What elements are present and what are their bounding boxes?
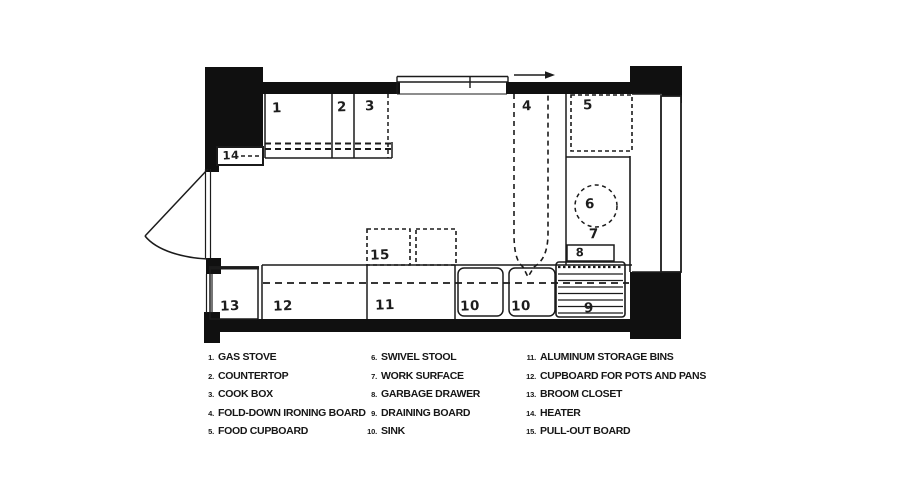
legend-item [522,425,697,444]
direction-arrow-icon [514,71,555,79]
door-swing [145,169,211,259]
plan-number-15: 15 [369,246,391,264]
plan-number-8: 8 [575,245,585,260]
legend-item [200,425,362,444]
legend-item [522,351,697,370]
wall-top-left-band [250,82,400,94]
legend-item-number: 11. [526,353,536,362]
legend-item-number: 1. [208,353,214,362]
legend-item-number: 6. [371,353,377,362]
wall-top-left-column [205,67,263,148]
legend-item-label: HEATER [540,406,581,419]
legend-item-label: GAS STOVE [218,351,277,363]
legend-item [363,388,521,407]
plan-number-10a: 10 [459,297,481,315]
legend-item-label: FOOD CUPBOARD [218,425,309,438]
wall-bottom-band [210,319,632,332]
legend-item-label: PULL-OUT BOARD [540,425,631,438]
plan-number-14: 14 [222,147,240,163]
legend-item [522,369,707,389]
plan-number-5: 5 [582,97,594,114]
plan-number-11: 11 [374,296,396,314]
legend-item-label: ALUMINUM STORAGE BINS [540,351,674,363]
plan-number-4: 4 [521,98,533,115]
legend-item-number: 8. [371,390,377,400]
wall-door-pier [206,258,221,274]
legend-item-label: COUNTERTOP [218,369,289,382]
legend-item-label: FOLD-DOWN IRONING BOARD [218,406,366,419]
legend [0,351,900,446]
legend-column-1 [200,351,366,444]
legend-item [522,407,697,426]
legend-item [363,407,521,426]
plan-number-13: 13 [219,297,241,315]
legend-item-label: WORK SURFACE [381,369,464,382]
swivel-stool-circle [575,185,617,227]
door-leaf-open [145,169,208,236]
plan-number-12: 12 [272,297,294,315]
legend-item [363,370,521,389]
plan-number-3: 3 [364,98,376,115]
legend-item-number: 14. [526,408,536,418]
legend-item-label: SWIVEL STOOL [381,351,457,363]
wall-bottom-right-block [630,272,681,339]
wall-top-right-band [506,82,632,94]
legend-item [200,388,362,407]
legend-item [200,351,362,370]
legend-item-number: 10. [367,427,377,437]
legend-column-3 [522,351,707,444]
legend-item [200,406,366,426]
legend-item-label: GARBAGE DRAWER [381,388,481,401]
legend-item-number: 9. [371,408,377,418]
garbage-drawer-box [567,245,614,261]
plan-number-9: 9 [583,300,595,317]
plan-number-2: 2 [336,99,348,116]
plan-number-7: 7 [588,226,600,243]
legend-item-number: 4. [208,408,214,418]
legend-item-label: DRAINING BOARD [381,406,471,419]
legend-item-number: 15. [526,427,536,437]
plan-number-6: 6 [584,196,596,213]
legend-item-number: 13. [526,390,536,400]
legend-column-2 [363,351,521,444]
ironing-board-outline [514,94,548,277]
legend-item [363,425,521,444]
legend-item-number: 12. [526,371,536,381]
legend-item [200,370,362,389]
legend-item-label: CUPBOARD FOR POTS AND PANS [540,369,707,382]
legend-item-number: 5. [208,427,214,437]
legend-item-label: COOK BOX [218,388,273,401]
window [397,77,508,95]
right-wall-door [630,94,681,272]
legend-item-number: 2. [208,371,214,381]
legend-item-number: 7. [371,371,377,381]
right-door-leaf [661,96,681,272]
legend-item-label: SINK [381,425,405,438]
legend-item [363,351,521,370]
plan-number-1: 1 [271,100,283,117]
food-cupboard-outline [571,95,632,151]
door-arc [145,236,208,259]
legend-item [522,388,697,407]
plan-number-10b: 10 [510,297,532,315]
legend-item-number: 3. [208,390,214,400]
legend-item-label: BROOM CLOSET [540,388,623,401]
